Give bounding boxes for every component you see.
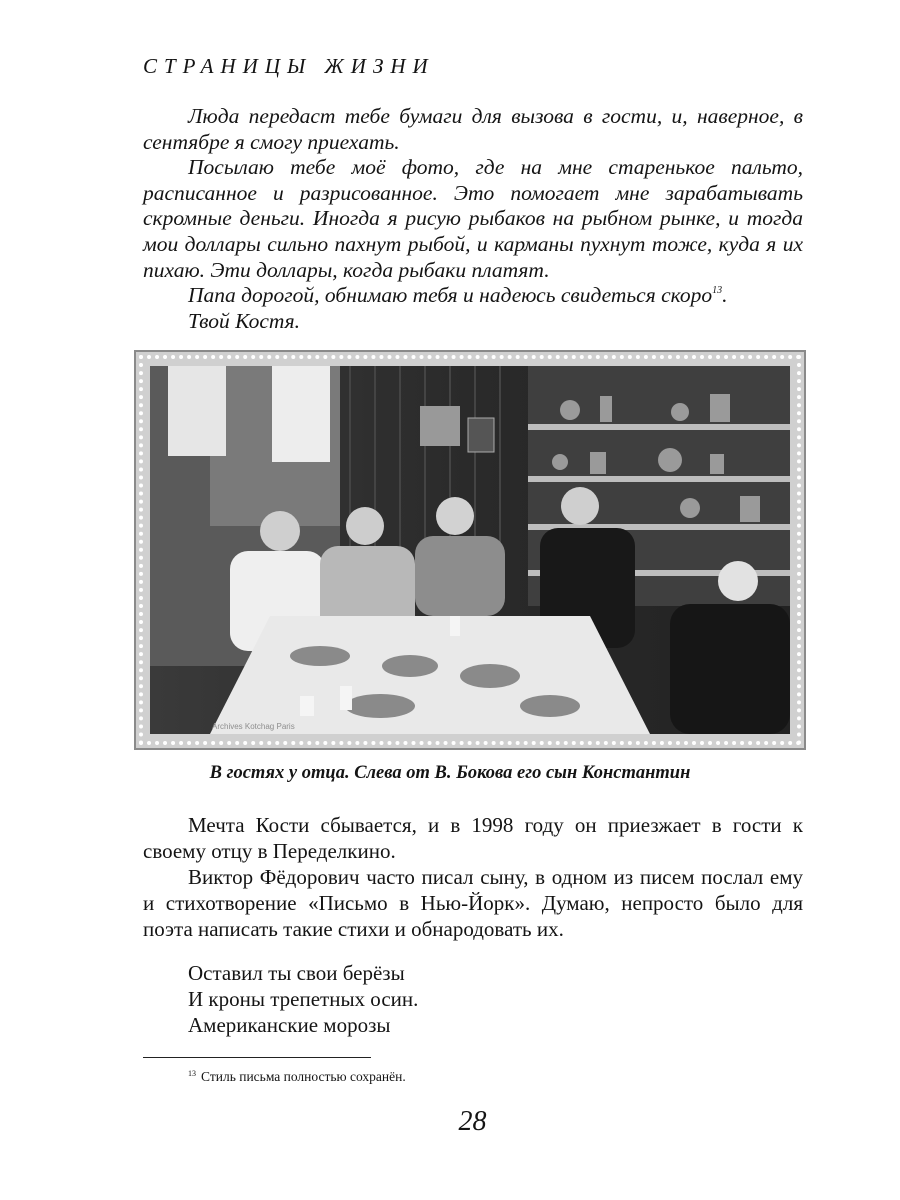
- letter-signature: Твой Костя.: [188, 308, 301, 333]
- body-text: [143, 812, 803, 942]
- letter-paragraph: [143, 283, 803, 309]
- page-number: 28: [458, 1106, 487, 1137]
- poem-line: Оставил ты свои берёзы: [188, 961, 405, 985]
- letter-paragraph: Посылаю тебе моё фото, где на мне старенькое пальто, расписанное и разрисованное. Это помогает мне зарабатывать скромные деньги. Иногда я рисую рыбаков на рыбном рынке, и тогда мои доллары сильно пахнут рыбой, и карманы пухнут тоже, куда я их пихаю. Эти доллары, когда рыбаки платят.: [143, 155, 803, 282]
- family-photo-illustration: [150, 366, 790, 734]
- poem-line: И кроны трепетных осин.: [188, 987, 419, 1011]
- sentence-end: .: [722, 283, 728, 308]
- footnote-text: Стиль письма полностью сохранён.: [201, 1069, 406, 1084]
- photo-watermark: Archives Kotchag Paris: [212, 722, 295, 731]
- letter-closing-text: Папа дорогой, обнимаю тебя и надеюсь свидеться скоро: [188, 283, 713, 308]
- footnote-ref[interactable]: 13: [712, 285, 723, 297]
- letter-paragraph: Люда передаст тебе бумаги для вызова в гости, и, наверное, в сентябре я смогу приехать.: [143, 104, 803, 154]
- footnote: [188, 1069, 406, 1085]
- photo-frame: [134, 350, 806, 750]
- letter-quote: [143, 104, 803, 334]
- family-photo: [150, 366, 790, 734]
- photo-caption: В гостях у отца. Слева от В. Бокова его сын Константин: [209, 763, 691, 783]
- body-paragraph: Мечта Кости сбывается, и в 1998 году он приезжает в гости к своему отцу в Переделкино.: [143, 813, 803, 863]
- body-paragraph: Виктор Фёдорович часто писал сыну, в одном из писем послал ему и стихотворение «Письмо в Нью-Йорк». Думаю, непросто было для поэта написать такие стихи и обнародовать их.: [143, 865, 803, 941]
- running-head: СТРАНИЦЫ ЖИЗНИ: [143, 54, 435, 78]
- poem-line: Американские морозы: [188, 1013, 391, 1037]
- footnote-divider: [143, 1057, 371, 1058]
- poem: [188, 960, 418, 1038]
- footnote-number: 13: [188, 1069, 196, 1078]
